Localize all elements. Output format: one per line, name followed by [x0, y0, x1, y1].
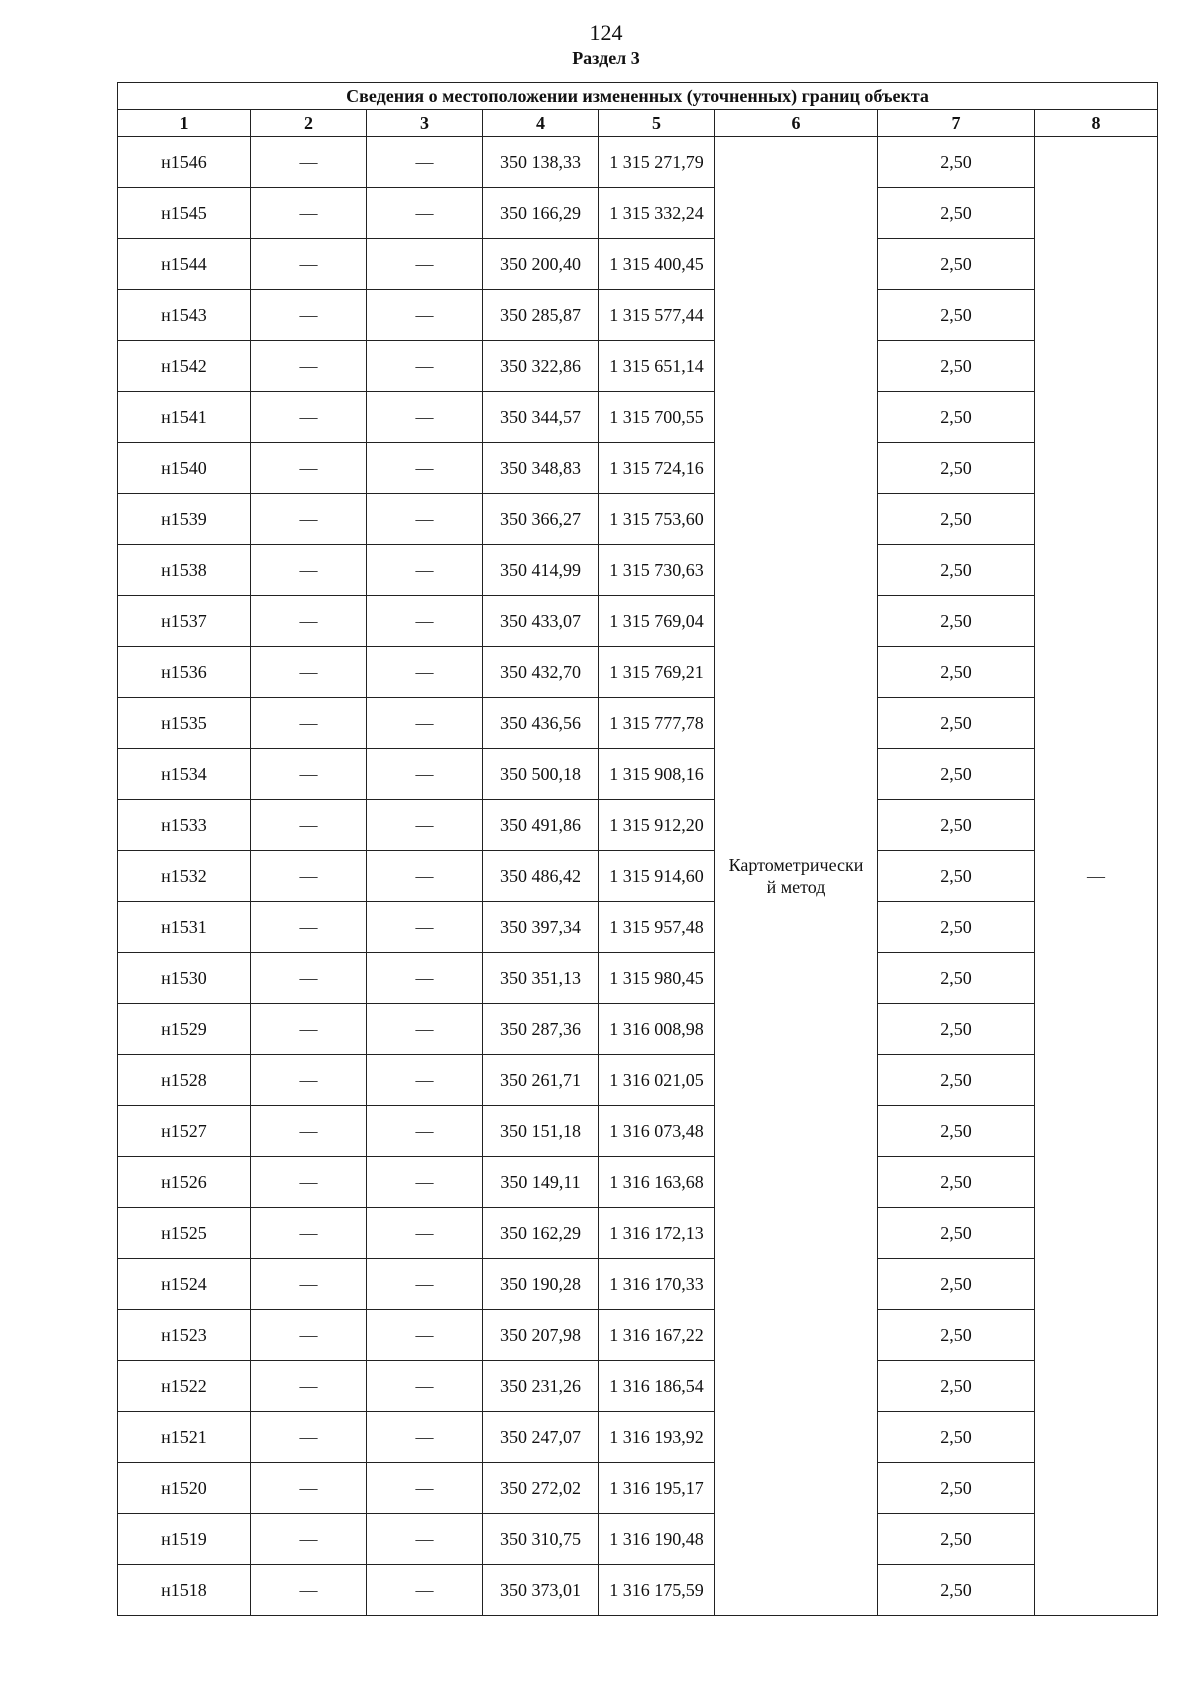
- point-name-cell: н1537: [118, 596, 251, 647]
- y-coordinate-cell: 1 316 021,05: [599, 1055, 715, 1106]
- accuracy-cell: 2,50: [878, 290, 1035, 341]
- column-number-4: 4: [483, 110, 599, 137]
- column-3-cell: —: [367, 596, 483, 647]
- table-row: [118, 800, 1158, 851]
- column-2-cell: —: [251, 1565, 367, 1616]
- table-row: [118, 1514, 1158, 1565]
- table-row: [118, 239, 1158, 290]
- table-row: [118, 1565, 1158, 1616]
- x-coordinate-cell: 350 491,86: [483, 800, 599, 851]
- y-coordinate-cell: 1 316 163,68: [599, 1157, 715, 1208]
- x-coordinate-cell: 350 138,33: [483, 137, 599, 188]
- column-2-cell: —: [251, 1259, 367, 1310]
- y-coordinate-cell: 1 316 193,92: [599, 1412, 715, 1463]
- column-2-cell: —: [251, 698, 367, 749]
- column-3-cell: —: [367, 1412, 483, 1463]
- column-3-cell: —: [367, 749, 483, 800]
- y-coordinate-cell: 1 316 190,48: [599, 1514, 715, 1565]
- column-3-cell: —: [367, 341, 483, 392]
- y-coordinate-cell: 1 316 172,13: [599, 1208, 715, 1259]
- point-name-cell: н1531: [118, 902, 251, 953]
- accuracy-cell: 2,50: [878, 443, 1035, 494]
- column-3-cell: —: [367, 137, 483, 188]
- accuracy-cell: 2,50: [878, 188, 1035, 239]
- accuracy-cell: 2,50: [878, 494, 1035, 545]
- y-coordinate-cell: 1 315 651,14: [599, 341, 715, 392]
- table-row: [118, 902, 1158, 953]
- x-coordinate-cell: 350 287,36: [483, 1004, 599, 1055]
- column-3-cell: —: [367, 647, 483, 698]
- point-name-cell: н1526: [118, 1157, 251, 1208]
- point-name-cell: н1518: [118, 1565, 251, 1616]
- point-name-cell: н1520: [118, 1463, 251, 1514]
- x-coordinate-cell: 350 366,27: [483, 494, 599, 545]
- x-coordinate-cell: 350 322,86: [483, 341, 599, 392]
- table-row: [118, 1106, 1158, 1157]
- x-coordinate-cell: 350 436,56: [483, 698, 599, 749]
- table-row: [118, 596, 1158, 647]
- y-coordinate-cell: 1 315 957,48: [599, 902, 715, 953]
- table-row: [118, 698, 1158, 749]
- column-number-row: [118, 110, 1158, 137]
- point-name-cell: н1525: [118, 1208, 251, 1259]
- point-name-cell: н1521: [118, 1412, 251, 1463]
- point-name-cell: н1544: [118, 239, 251, 290]
- point-name-cell: н1534: [118, 749, 251, 800]
- section-title: Раздел 3: [572, 48, 640, 68]
- x-coordinate-cell: 350 261,71: [483, 1055, 599, 1106]
- point-name-cell: н1524: [118, 1259, 251, 1310]
- table-row: [118, 1463, 1158, 1514]
- y-coordinate-cell: 1 315 912,20: [599, 800, 715, 851]
- accuracy-cell: 2,50: [878, 749, 1035, 800]
- accuracy-cell: 2,50: [878, 1412, 1035, 1463]
- accuracy-cell: 2,50: [878, 1055, 1035, 1106]
- y-coordinate-cell: 1 316 008,98: [599, 1004, 715, 1055]
- table-row: [118, 851, 1158, 902]
- boundary-table: [117, 82, 1158, 1616]
- point-name-cell: н1529: [118, 1004, 251, 1055]
- point-name-cell: н1523: [118, 1310, 251, 1361]
- accuracy-cell: 2,50: [878, 851, 1035, 902]
- column-3-cell: —: [367, 1259, 483, 1310]
- table-row: [118, 392, 1158, 443]
- column-2-cell: —: [251, 1208, 367, 1259]
- accuracy-cell: 2,50: [878, 596, 1035, 647]
- column-2-cell: —: [251, 392, 367, 443]
- column-2-cell: —: [251, 1463, 367, 1514]
- point-name-cell: н1533: [118, 800, 251, 851]
- column-3-cell: —: [367, 1565, 483, 1616]
- column-2-cell: —: [251, 749, 367, 800]
- y-coordinate-cell: 1 315 769,04: [599, 596, 715, 647]
- column-3-cell: —: [367, 1310, 483, 1361]
- column-2-cell: —: [251, 902, 367, 953]
- y-coordinate-cell: 1 315 332,24: [599, 188, 715, 239]
- point-name-cell: н1543: [118, 290, 251, 341]
- y-coordinate-cell: 1 315 577,44: [599, 290, 715, 341]
- point-name-cell: н1539: [118, 494, 251, 545]
- y-coordinate-cell: 1 315 980,45: [599, 953, 715, 1004]
- column-3-cell: —: [367, 1055, 483, 1106]
- x-coordinate-cell: 350 373,01: [483, 1565, 599, 1616]
- x-coordinate-cell: 350 247,07: [483, 1412, 599, 1463]
- point-name-cell: н1522: [118, 1361, 251, 1412]
- point-name-cell: н1532: [118, 851, 251, 902]
- column-3-cell: —: [367, 1106, 483, 1157]
- x-coordinate-cell: 350 486,42: [483, 851, 599, 902]
- y-coordinate-cell: 1 315 730,63: [599, 545, 715, 596]
- column-2-cell: —: [251, 494, 367, 545]
- accuracy-cell: 2,50: [878, 1310, 1035, 1361]
- accuracy-cell: 2,50: [878, 1463, 1035, 1514]
- column-number-3: 3: [367, 110, 483, 137]
- x-coordinate-cell: 350 272,02: [483, 1463, 599, 1514]
- accuracy-cell: 2,50: [878, 698, 1035, 749]
- accuracy-cell: 2,50: [878, 1157, 1035, 1208]
- table-row: [118, 1310, 1158, 1361]
- column-3-cell: —: [367, 1157, 483, 1208]
- point-name-cell: н1545: [118, 188, 251, 239]
- x-coordinate-cell: 350 414,99: [483, 545, 599, 596]
- x-coordinate-cell: 350 432,70: [483, 647, 599, 698]
- x-coordinate-cell: 350 200,40: [483, 239, 599, 290]
- table-row: [118, 647, 1158, 698]
- accuracy-cell: 2,50: [878, 1361, 1035, 1412]
- column-8-cell: —: [1035, 137, 1158, 1616]
- column-2-cell: —: [251, 647, 367, 698]
- table-body: [118, 137, 1158, 1616]
- column-2-cell: —: [251, 1106, 367, 1157]
- table-row: [118, 749, 1158, 800]
- accuracy-cell: 2,50: [878, 647, 1035, 698]
- column-2-cell: —: [251, 1412, 367, 1463]
- column-2-cell: —: [251, 137, 367, 188]
- table-row: [118, 290, 1158, 341]
- table-row: [118, 443, 1158, 494]
- accuracy-cell: 2,50: [878, 239, 1035, 290]
- column-2-cell: —: [251, 1055, 367, 1106]
- point-name-cell: н1540: [118, 443, 251, 494]
- table-row: [118, 494, 1158, 545]
- column-3-cell: —: [367, 443, 483, 494]
- x-coordinate-cell: 350 433,07: [483, 596, 599, 647]
- column-3-cell: —: [367, 1514, 483, 1565]
- accuracy-cell: 2,50: [878, 1106, 1035, 1157]
- column-3-cell: —: [367, 239, 483, 290]
- x-coordinate-cell: 350 166,29: [483, 188, 599, 239]
- column-2-cell: —: [251, 1514, 367, 1565]
- x-coordinate-cell: 350 348,83: [483, 443, 599, 494]
- point-name-cell: н1519: [118, 1514, 251, 1565]
- x-coordinate-cell: 350 500,18: [483, 749, 599, 800]
- y-coordinate-cell: 1 316 170,33: [599, 1259, 715, 1310]
- point-name-cell: н1527: [118, 1106, 251, 1157]
- column-3-cell: —: [367, 188, 483, 239]
- table-row: [118, 1412, 1158, 1463]
- y-coordinate-cell: 1 315 400,45: [599, 239, 715, 290]
- column-2-cell: —: [251, 1157, 367, 1208]
- method-line: Картометрически: [728, 855, 864, 875]
- y-coordinate-cell: 1 315 769,21: [599, 647, 715, 698]
- x-coordinate-cell: 350 351,13: [483, 953, 599, 1004]
- column-2-cell: —: [251, 443, 367, 494]
- x-coordinate-cell: 350 285,87: [483, 290, 599, 341]
- y-coordinate-cell: 1 316 073,48: [599, 1106, 715, 1157]
- point-name-cell: н1541: [118, 392, 251, 443]
- table-row: [118, 1208, 1158, 1259]
- table-row: [118, 953, 1158, 1004]
- method-cell: [715, 137, 878, 1616]
- table-row: [118, 1259, 1158, 1310]
- y-coordinate-cell: 1 315 908,16: [599, 749, 715, 800]
- accuracy-cell: 2,50: [878, 1208, 1035, 1259]
- accuracy-cell: 2,50: [878, 137, 1035, 188]
- column-number-8: 8: [1035, 110, 1158, 137]
- table-row: [118, 341, 1158, 392]
- column-number-5: 5: [599, 110, 715, 137]
- column-3-cell: —: [367, 392, 483, 443]
- column-3-cell: —: [367, 851, 483, 902]
- table-row: [118, 545, 1158, 596]
- column-3-cell: —: [367, 290, 483, 341]
- accuracy-cell: 2,50: [878, 341, 1035, 392]
- column-3-cell: —: [367, 800, 483, 851]
- column-3-cell: —: [367, 902, 483, 953]
- accuracy-cell: 2,50: [878, 1514, 1035, 1565]
- column-2-cell: —: [251, 290, 367, 341]
- y-coordinate-cell: 1 316 186,54: [599, 1361, 715, 1412]
- accuracy-cell: 2,50: [878, 392, 1035, 443]
- column-number-7: 7: [878, 110, 1035, 137]
- column-2-cell: —: [251, 953, 367, 1004]
- x-coordinate-cell: 350 310,75: [483, 1514, 599, 1565]
- y-coordinate-cell: 1 315 271,79: [599, 137, 715, 188]
- y-coordinate-cell: 1 315 753,60: [599, 494, 715, 545]
- column-2-cell: —: [251, 1361, 367, 1412]
- y-coordinate-cell: 1 316 195,17: [599, 1463, 715, 1514]
- x-coordinate-cell: 350 397,34: [483, 902, 599, 953]
- x-coordinate-cell: 350 344,57: [483, 392, 599, 443]
- point-name-cell: н1535: [118, 698, 251, 749]
- accuracy-cell: 2,50: [878, 1565, 1035, 1616]
- column-2-cell: —: [251, 239, 367, 290]
- column-3-cell: —: [367, 545, 483, 596]
- column-2-cell: —: [251, 188, 367, 239]
- table-row: [118, 1004, 1158, 1055]
- x-coordinate-cell: 350 190,28: [483, 1259, 599, 1310]
- y-coordinate-cell: 1 315 724,16: [599, 443, 715, 494]
- table-row: [118, 188, 1158, 239]
- column-3-cell: —: [367, 1004, 483, 1055]
- table-caption: Сведения о местоположении измененных (уточненных) границ объекта: [118, 83, 1158, 110]
- page-number: 124: [589, 20, 623, 45]
- point-name-cell: н1530: [118, 953, 251, 1004]
- column-number-2: 2: [251, 110, 367, 137]
- accuracy-cell: 2,50: [878, 1004, 1035, 1055]
- x-coordinate-cell: 350 149,11: [483, 1157, 599, 1208]
- column-2-cell: —: [251, 851, 367, 902]
- y-coordinate-cell: 1 315 700,55: [599, 392, 715, 443]
- table-row: [118, 1157, 1158, 1208]
- column-2-cell: —: [251, 596, 367, 647]
- column-2-cell: —: [251, 1310, 367, 1361]
- column-2-cell: —: [251, 341, 367, 392]
- x-coordinate-cell: 350 151,18: [483, 1106, 599, 1157]
- column-3-cell: —: [367, 494, 483, 545]
- y-coordinate-cell: 1 316 175,59: [599, 1565, 715, 1616]
- column-3-cell: —: [367, 698, 483, 749]
- accuracy-cell: 2,50: [878, 902, 1035, 953]
- table-row: [118, 1055, 1158, 1106]
- table-row: [118, 1361, 1158, 1412]
- x-coordinate-cell: 350 231,26: [483, 1361, 599, 1412]
- column-3-cell: —: [367, 1208, 483, 1259]
- column-2-cell: —: [251, 545, 367, 596]
- column-2-cell: —: [251, 1004, 367, 1055]
- column-3-cell: —: [367, 953, 483, 1004]
- accuracy-cell: 2,50: [878, 1259, 1035, 1310]
- y-coordinate-cell: 1 316 167,22: [599, 1310, 715, 1361]
- column-number-6: 6: [715, 110, 878, 137]
- y-coordinate-cell: 1 315 777,78: [599, 698, 715, 749]
- method-line: й метод: [766, 877, 826, 897]
- column-number-1: 1: [118, 110, 251, 137]
- point-name-cell: н1538: [118, 545, 251, 596]
- point-name-cell: н1536: [118, 647, 251, 698]
- y-coordinate-cell: 1 315 914,60: [599, 851, 715, 902]
- accuracy-cell: 2,50: [878, 800, 1035, 851]
- column-2-cell: —: [251, 800, 367, 851]
- column-3-cell: —: [367, 1361, 483, 1412]
- table-row: [118, 137, 1158, 188]
- point-name-cell: н1542: [118, 341, 251, 392]
- accuracy-cell: 2,50: [878, 953, 1035, 1004]
- point-name-cell: н1546: [118, 137, 251, 188]
- x-coordinate-cell: 350 207,98: [483, 1310, 599, 1361]
- column-3-cell: —: [367, 1463, 483, 1514]
- accuracy-cell: 2,50: [878, 545, 1035, 596]
- point-name-cell: н1528: [118, 1055, 251, 1106]
- x-coordinate-cell: 350 162,29: [483, 1208, 599, 1259]
